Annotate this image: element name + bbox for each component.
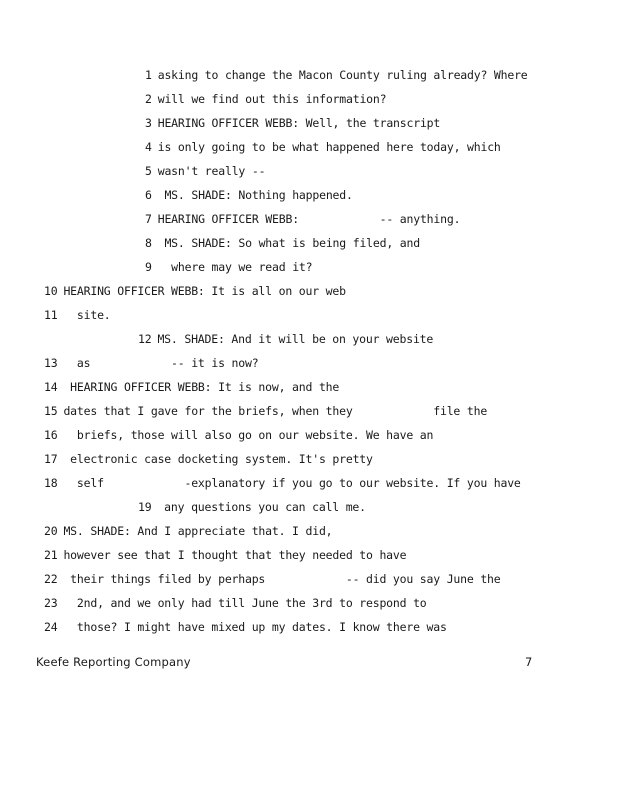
- line-number: 8: [145, 236, 152, 250]
- line-text: MS. SHADE: And I appreciate that. I did,: [63, 524, 333, 538]
- transcript-line: [44, 548, 406, 562]
- line-text: 2nd, and we only had till June the 3rd to respond to: [63, 596, 427, 610]
- transcript-line: [44, 596, 427, 610]
- line-text: dates that I gave for the briefs, when they file the: [63, 404, 488, 418]
- line-text: self -explanatory if you go to our website. If you have: [63, 476, 521, 490]
- transcript-line: [44, 620, 447, 634]
- line-number: 14: [44, 380, 58, 394]
- transcript-line: [44, 452, 373, 466]
- line-text: HEARING OFFICER WEBB: It is all on our web: [63, 284, 346, 298]
- line-text: however see that I thought that they needed to have: [63, 548, 407, 562]
- line-number: 7: [145, 212, 152, 226]
- line-number: 13: [44, 356, 58, 370]
- line-number: 11: [44, 308, 58, 322]
- transcript-line: [44, 356, 258, 370]
- transcript-line: [44, 404, 487, 418]
- transcript-line: [44, 476, 521, 490]
- transcript-line: [145, 236, 420, 250]
- line-number: 15: [44, 404, 58, 418]
- line-text: HEARING OFFICER WEBB: It is now, and the: [63, 380, 340, 394]
- line-text: their things filed by perhaps -- did you say June the: [63, 572, 501, 586]
- line-number: 20: [44, 524, 58, 538]
- transcript-line: [145, 92, 386, 106]
- footer-company: Keefe Reporting Company: [36, 655, 191, 669]
- line-number: 23: [44, 596, 58, 610]
- line-text: as -- it is now?: [63, 356, 259, 370]
- transcript-line: [44, 308, 111, 322]
- transcript-line: [145, 212, 460, 226]
- line-text: MS. SHADE: Nothing happened.: [157, 188, 353, 202]
- transcript-line: [44, 284, 346, 298]
- line-number: 4: [145, 140, 152, 154]
- line-text: HEARING OFFICER WEBB: -- anything.: [157, 212, 461, 226]
- line-number: 2: [145, 92, 152, 106]
- transcript-line: [145, 260, 312, 274]
- transcript-line: [44, 572, 501, 586]
- footer-page-number: 7: [525, 655, 533, 669]
- line-number: 19: [138, 500, 152, 514]
- line-number: 3: [145, 116, 152, 130]
- line-text: any questions you can call me.: [157, 500, 366, 514]
- transcript-line: [145, 68, 528, 82]
- line-text: will we find out this information?: [157, 92, 387, 106]
- line-text: MS. SHADE: So what is being filed, and: [157, 236, 420, 250]
- line-number: 24: [44, 620, 58, 634]
- line-text: briefs, those will also go on our website. We have an: [63, 428, 434, 442]
- line-number: 18: [44, 476, 58, 490]
- line-number: 5: [145, 164, 152, 178]
- line-number: 10: [44, 284, 58, 298]
- transcript-line: [138, 500, 366, 514]
- line-number: 21: [44, 548, 58, 562]
- line-text: electronic case docketing system. It's pretty: [63, 452, 373, 466]
- transcript-line: [145, 140, 501, 154]
- transcript-line: [44, 524, 332, 538]
- line-text: asking to change the Macon County ruling already? Where: [157, 68, 528, 82]
- line-text: site.: [63, 308, 111, 322]
- line-number: 17: [44, 452, 58, 466]
- line-number: 1: [145, 68, 152, 82]
- transcript-line: [44, 380, 339, 394]
- line-text: MS. SHADE: And it will be on your website: [157, 332, 434, 346]
- line-number: 12: [138, 332, 152, 346]
- line-text: wasn't really --: [157, 164, 266, 178]
- line-text: HEARING OFFICER WEBB: Well, the transcript: [157, 116, 441, 130]
- transcript-line: [145, 188, 353, 202]
- transcript-line: [44, 428, 433, 442]
- line-text: those? I might have mixed up my dates. I know there was: [63, 620, 447, 634]
- line-text: where may we read it?: [157, 260, 313, 274]
- transcript-line: [138, 332, 433, 346]
- line-number: 9: [145, 260, 152, 274]
- line-number: 6: [145, 188, 152, 202]
- line-number: 22: [44, 572, 58, 586]
- line-text: is only going to be what happened here today, which: [157, 140, 501, 154]
- line-number: 16: [44, 428, 58, 442]
- transcript-line: [145, 116, 440, 130]
- transcript-line: [145, 164, 265, 178]
